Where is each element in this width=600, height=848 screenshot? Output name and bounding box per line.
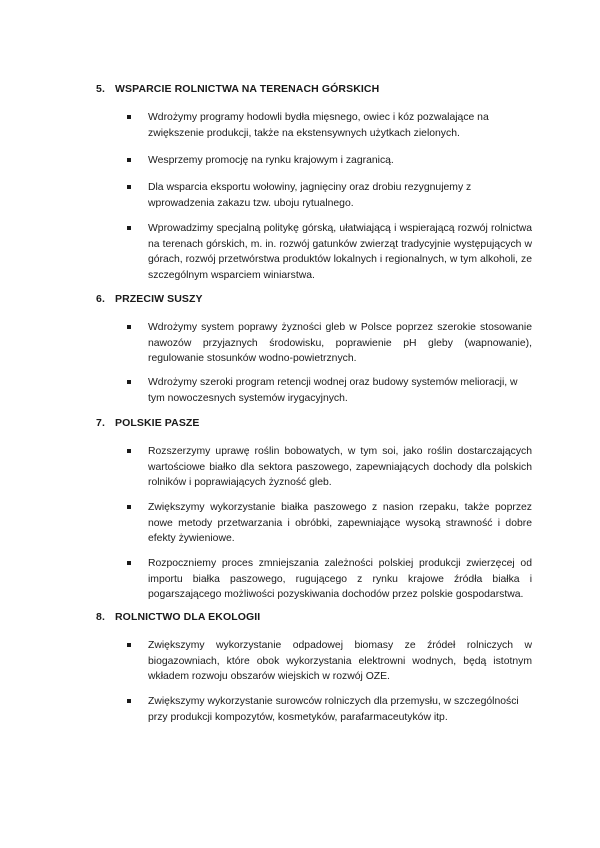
list-item-text: Zwiększymy wykorzystanie odpadowej biomasy ze źródeł rolniczych w biogazowniach, które obok wykorzystania elektrowni wodnych, będą istotnym wkładem rozwoju obszarów wiejskich w rozwój OZE. (148, 640, 532, 683)
bullet-icon (127, 561, 131, 565)
section-number: 5. (96, 83, 105, 95)
list-item-text: Wesprzemy promocję na rynku krajowym i zagranicą. (148, 155, 394, 166)
list-item-text: Rozszerzymy uprawę roślin bobowatych, w tym soi, jako roślin dostarczających wartościowe białko dla sektora paszowego, zapewniających dochody dla polskich rolników i poprawiających żyzność gleb. (148, 446, 532, 489)
bullet-icon (127, 226, 131, 230)
bullet-icon (127, 505, 131, 509)
bullet-icon (127, 699, 131, 703)
bullet-icon (127, 185, 131, 189)
bullet-icon (127, 449, 131, 453)
list-item-text: Wprowadzimy specjalną politykę górską, ułatwiającą i wspierającą rozwój rolnictwa na terenach górskich, m. in. rozwój gatunków zwierząt tradycyjnie występujących w górach, rozwój przetwórstwa produktów lokalnych i regionalnych, w tym alkoholi, ze szczególnym wsparciem winiarstwa. (148, 223, 532, 281)
section-heading (96, 83, 379, 95)
bullet-icon (127, 115, 131, 119)
section-number: 8. (96, 611, 105, 623)
list-item-text: Wdrożymy programy hodowli bydła mięsnego, owiec i kóz pozwalające na zwiększenie produkcji, także na ekstensywnych użytkach zielonych. (148, 112, 489, 139)
section-number: 7. (96, 417, 105, 429)
list-item-text: Dla wsparcia eksportu wołowiny, jagnięciny oraz drobiu rezygnujemy z wprowadzenia zakazu tzw. uboju rytualnego. (148, 182, 472, 209)
list-item-text: Zwiększymy wykorzystanie surowców rolniczych dla przemysłu, w szczególności przy produkcji kompozytów, kosmetyków, parafarmaceutyków itp. (148, 696, 519, 723)
list-item-text: Rozpoczniemy proces zmniejszania zależności polskiej produkcji zwierzęcej od importu białka paszowego, rugującego z rynku krajowe źródła białka i pogarszającego możliwości pozyskiwania dochodów przez polskie gospodarstwa. (148, 558, 532, 601)
section-heading (96, 417, 200, 429)
list-item-text: Wdrożymy szeroki program retencji wodnej oraz budowy systemów melioracji, w tym nowoczesnych systemów irygacyjnych. (148, 377, 518, 404)
section-title: WSPARCIE ROLNICTWA NA TERENACH GÓRSKICH (115, 83, 380, 95)
section-heading (96, 293, 203, 305)
bullet-icon (127, 643, 131, 647)
bullet-icon (127, 325, 131, 329)
list-item-text: Zwiększymy wykorzystanie białka paszowego z nasion rzepaku, także poprzez nowe metody przetwarzania i obróbki, zapewniające wysoką strawność i dobre efekty żywieniowe. (148, 502, 532, 545)
section-title: POLSKIE PASZE (115, 417, 200, 429)
section-number: 6. (96, 293, 105, 305)
section-heading (96, 611, 260, 623)
section-title: ROLNICTWO DLA EKOLOGII (115, 611, 261, 623)
bullet-icon (127, 380, 131, 384)
bullet-icon (127, 158, 131, 162)
section-title: PRZECIW SUSZY (115, 293, 203, 305)
list-item-text: Wdrożymy system poprawy żyzności gleb w Polsce poprzez szerokie stosowanie nawozów przyjaznych środowisku, poprawienie pH gleby (wapnowanie), regulowanie stosunków wodno-powietrznych. (148, 322, 532, 365)
